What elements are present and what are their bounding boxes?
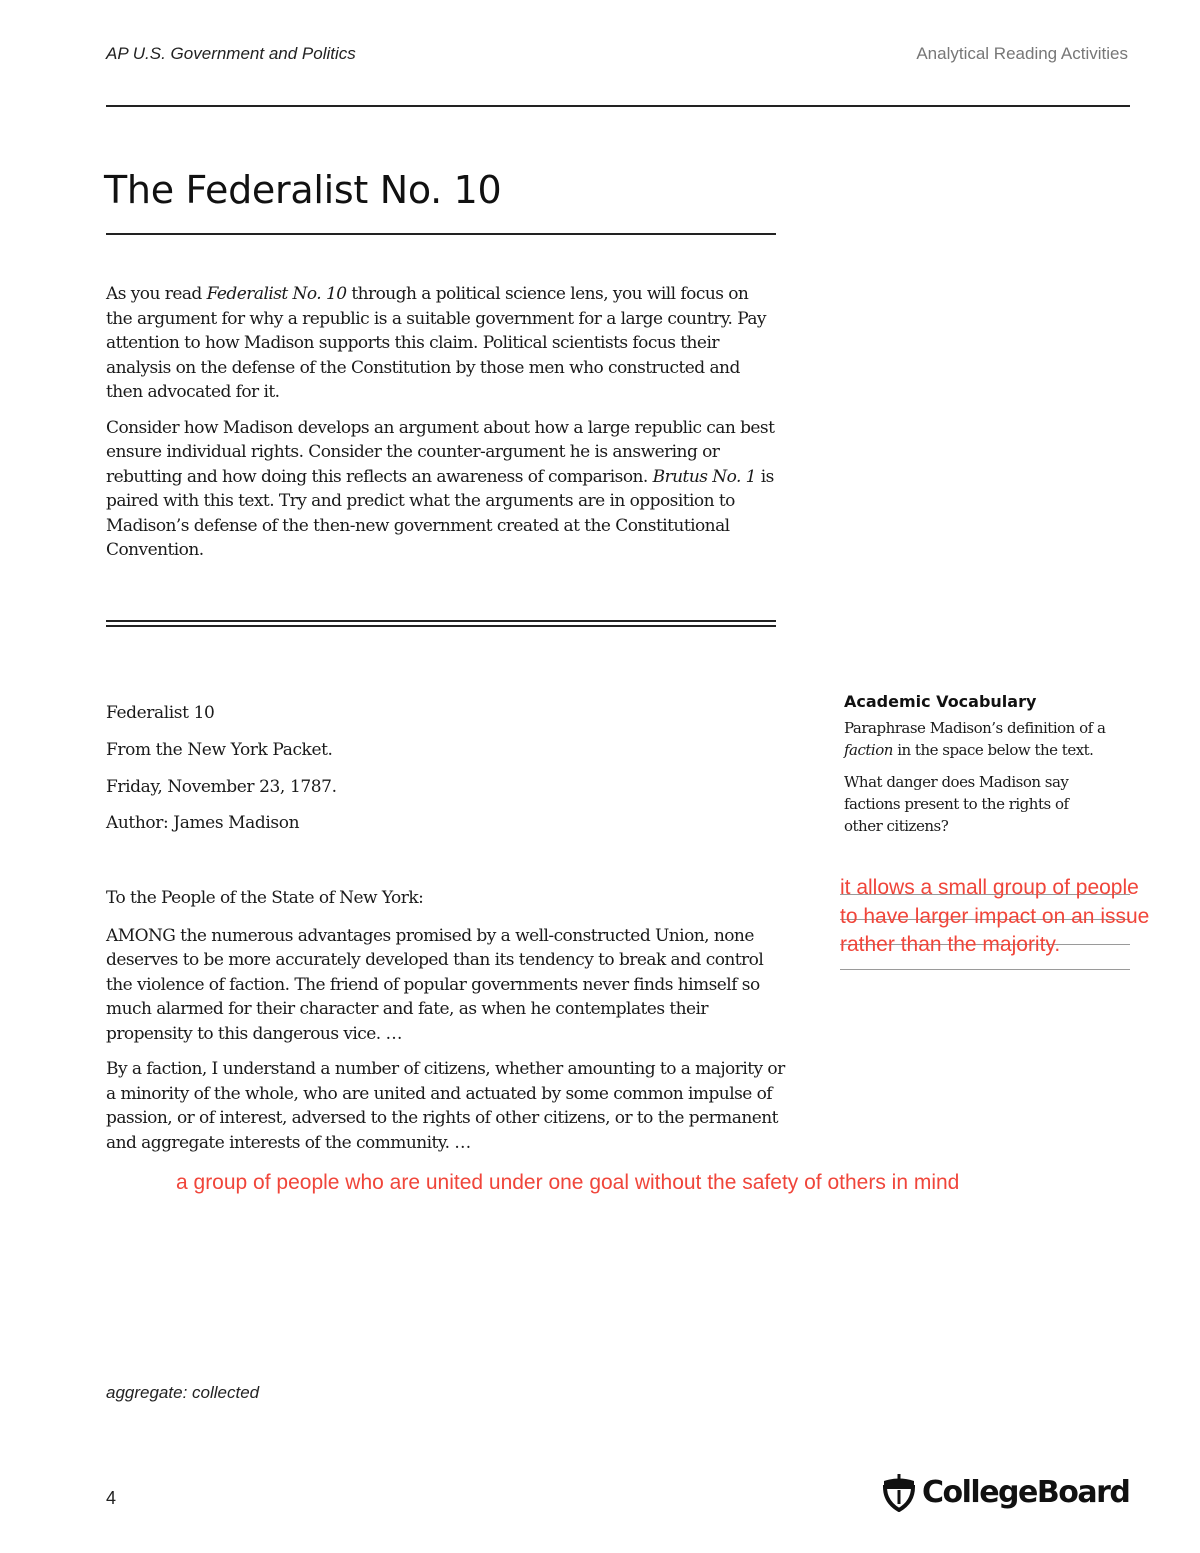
academic-vocabulary-sidebar <box>844 692 1134 847</box>
section-divider-top <box>106 620 776 622</box>
document-date: Friday, November 23, 1787. <box>106 777 337 797</box>
answer-line <box>840 969 1130 970</box>
document-name: Federalist 10 <box>106 703 215 723</box>
sidebar-prompt-2: What danger does Madison say factions present to the rights of other citizens? <box>844 773 1069 835</box>
definition-answer-handwriting[interactable]: a group of people who are united under one goal without the safety of others in mind <box>176 1171 960 1194</box>
document-author: Author: James Madison <box>106 813 300 833</box>
glossary-note: aggregate: collected <box>106 1383 260 1402</box>
answer-handwriting: it allows a small group of people to have larger impact on an issue rather than the majority. <box>840 876 1150 956</box>
header-course-title: AP U.S. Government and Politics <box>106 44 356 63</box>
header-divider <box>106 105 1130 107</box>
header-section-title: Analytical Reading Activities <box>916 44 1128 63</box>
intro-text <box>106 282 776 574</box>
body-paragraph-1: AMONG the numerous advantages promised by a well-constructed Union, none deserves to be more accurately developed than its tendency to break and control the violence of faction. The friend of popular governments never finds himself so much alarmed for their character and fate, as when he contemplates their propensity to this dangerous vice. … <box>106 925 764 1044</box>
document-body <box>106 886 786 1166</box>
section-divider-bottom <box>106 625 776 627</box>
title-divider <box>106 233 776 235</box>
logo-text: CollegeBoard <box>922 1474 1130 1510</box>
salutation: To the People of the State of New York: <box>106 888 424 908</box>
page-number: 4 <box>106 1488 117 1508</box>
document-source: From the New York Packet. <box>106 740 333 760</box>
body-paragraph-2: By a faction, I understand a number of citizens, whether amounting to a majority or a minority of the whole, who are united and actuated by some common impulse of passion, or of interest, adversed to the rights of other citizens, or to the permanent and aggregate interests of the community. … <box>106 1059 785 1153</box>
intro-paragraph-2: Consider how Madison develops an argument about how a large republic can best ensure individual rights. Consider the counter-argument he is answering or rebutting and how doing this reflects an awareness of comparison. Brutus No. 1 is paired with this text. Try and predict what the arguments are in opposition to Madison’s defense of the then-new government created at the Constitutional Convention. <box>106 417 775 560</box>
sidebar-prompt-1: Paraphrase Madison’s definition of a faction in the space below the text. <box>844 719 1106 759</box>
page-title: The Federalist No. 10 <box>104 168 502 212</box>
intro-paragraph-1: As you read Federalist No. 10 through a political science lens, you will focus on the argument for why a republic is a suitable government for a large country. Pay attention to how Madison supports this claim. Political scientists focus their analysis on the defense of the Constitution by those men who constructed and then advocated for it. <box>106 284 766 402</box>
collegeboard-logo <box>880 1470 1129 1514</box>
sidebar-title: Academic Vocabulary <box>844 692 1037 711</box>
acorn-icon <box>880 1472 918 1512</box>
